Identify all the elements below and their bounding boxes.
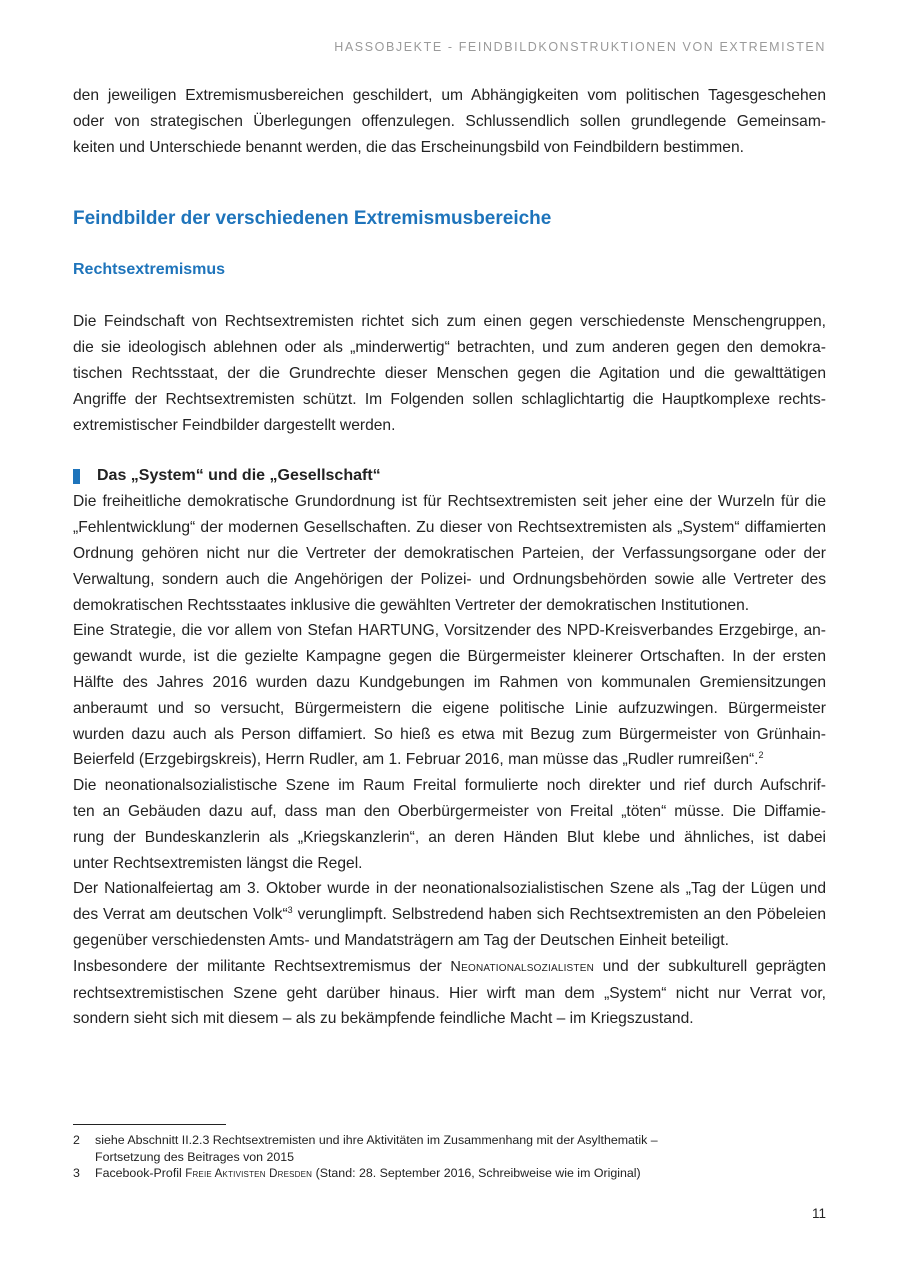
- text-line: sondern sieht sich mit diesem – als zu bekämpfende feindliche Macht – im Kriegszustand.: [73, 1010, 694, 1028]
- text-line: Hälfte des Jahres 2016 wurden dazu Kundgebungen im Rahmen von kommunalen Gremiensitzungen: [73, 673, 826, 691]
- system-paragraph-5: [73, 954, 826, 1032]
- section-heading: Feindbilder der verschiedenen Extremismusbereiche: [73, 208, 552, 230]
- text-fragment: und der subkulturell geprägten: [594, 957, 826, 975]
- text-line: demokratischen Rechtsstaates inklusive die gewählten Vertreter der demokratischen Institutionen.: [73, 596, 750, 614]
- text-line: gegenüber verschiedensten Amts- und Mandatsträgern am Tag der Deutschen Einheit beteiligt.: [73, 931, 729, 949]
- system-paragraph-1: [73, 489, 826, 618]
- text-line: wurden dazu auch als Person diffamiert. So hieß es etwa mit Bezug zum Bürgermeister von Grünhain-: [73, 725, 826, 743]
- text-fragment: Insbesondere der militante Rechtsextremismus der: [73, 957, 451, 975]
- text-line: Verwaltung, sondern auch die Angehörigen der Polizei- und Ordnungsbehörden sowie alle Vertreter des: [73, 570, 826, 588]
- text-line: [73, 902, 826, 928]
- text-line: Die freiheitliche demokratische Grundordnung ist für Rechtsextremisten seit jeher eine der Wurzeln für die: [73, 493, 826, 511]
- text-fragment: verunglimpft. Selbstredend haben sich Rechtsextremisten an den Pöbeleien: [292, 906, 826, 924]
- text-line: rechtsextremistischen Szene geht darüber hinaus. Hier wirft man dem „System“ nicht nur Verrat vor,: [73, 984, 826, 1002]
- smallcaps-term: Neonationalsozialisten: [450, 958, 595, 975]
- text-line: Eine Strategie, die vor allem von Stefan HARTUNG, Vorsitzender des NPD-Kreisverbandes Erzgebirge, an-: [73, 622, 826, 640]
- text-line: [73, 954, 826, 981]
- text-line: keiten und Unterschiede benannt werden, die das Erscheinungsbild von Feindbildern bestimmen.: [73, 138, 744, 156]
- footnote-2: [73, 1132, 773, 1165]
- footnote-number: 2: [73, 1133, 80, 1147]
- text-line: [73, 747, 826, 773]
- text-line: rung der Bundeskanzlerin als „Kriegskanzlerin“, an deren Händen Blut klebe und ähnliches, ist dabei: [73, 828, 826, 846]
- footnote-number: 3: [73, 1166, 80, 1180]
- text-line: unter Rechtsextremisten längst die Regel.: [73, 854, 363, 872]
- text-line: extremistischer Feindbilder dargestellt werden.: [73, 416, 396, 434]
- footnote-text: [95, 1132, 773, 1165]
- smallcaps-term: Freie Aktivisten Dresden: [185, 1168, 313, 1180]
- system-paragraph-2: [73, 618, 826, 773]
- text-line: tischen Rechtsstaat, der die Grundrechte dieser Menschen gegen die Agitation und die gewalttätigen: [73, 364, 826, 382]
- text-line: ten an Gebäuden dazu auf, dass man den Oberbürgermeister von Freital „töten“ müsse. Die Diffamie-: [73, 802, 826, 820]
- footnote-text: [95, 1165, 773, 1183]
- footnote-line: siehe Abschnitt II.2.3 Rechtsextremisten und ihre Aktivitäten im Zusammenhang mit der Asylthematik –: [95, 1133, 658, 1147]
- text-fragment: (Stand: 28. September 2016, Schreibweise wie im Original): [312, 1166, 641, 1180]
- main-content: [73, 83, 826, 1032]
- footnote-line: Fortsetzung des Beitrages von 2015: [95, 1149, 295, 1164]
- text-line: „Fehlentwicklung“ der modernen Gesellschaften. Zu dieser von Rechtsextremisten als „System“ diffamierten: [73, 519, 826, 537]
- text-fragment: Beierfeld (Erzgebirgskreis), Herrn Rudler, am 1. Februar 2016, man müsse das „Rudler rumreißen“.: [73, 751, 759, 769]
- text-line: gewandt wurde, ist die gezielte Kampagne gegen die Bürgermeister kleinerer Ortschaften. In der ersten: [73, 648, 826, 666]
- system-paragraph-3: [73, 773, 826, 876]
- footnote-3: [73, 1165, 773, 1183]
- text-line: oder von strategischen Überlegungen offenzulegen. Schlussendlich sollen grundlegende Gemeinsam-: [73, 112, 826, 130]
- text-line: die sie ideologisch ablehnen oder als „minderwertig“ betrachten, und zum anderen gegen den demokra-: [73, 339, 826, 357]
- footnote-ref-3[interactable]: 3: [287, 904, 293, 915]
- bullet-heading: [73, 463, 826, 489]
- subsection-heading: Rechtsextremismus: [73, 261, 226, 279]
- text-line: Ordnung gehören nicht nur die Vertreter der demokratischen Parteien, der Verfassungsorgane oder der: [73, 544, 826, 562]
- system-paragraph-4: [73, 876, 826, 953]
- text-fragment: des Verrat am deutschen Volk“: [73, 906, 288, 924]
- footnote-ref-2[interactable]: 2: [758, 750, 764, 761]
- text-line: den jeweiligen Extremismusbereichen geschildert, um Abhängigkeiten vom politischen Tagesgeschehen: [73, 87, 826, 104]
- text-fragment: Facebook-Profil: [95, 1166, 186, 1180]
- rechtsextremismus-intro-paragraph: [73, 309, 826, 438]
- page-number: 11: [811, 1206, 826, 1221]
- text-line: Der Nationalfeiertag am 3. Oktober wurde in der neonationalsozialistischen Szene als „Tag der Lügen und: [73, 880, 826, 898]
- text-line: Die Feindschaft von Rechtsextremisten richtet sich zum einen gegen verschiedenste Menschengruppen,: [73, 313, 826, 331]
- text-line: anberaumt und so versucht, Bürgermeistern die eigene politische Linie aufzuzwingen. Bürgermeister: [73, 699, 826, 717]
- bullet-heading-text: Das „System“ und die „Gesellschaft“: [97, 467, 381, 485]
- text-line: Die neonationalsozialistische Szene im Raum Freital formulierte noch direkter und rief durch Aufschrif-: [73, 777, 826, 795]
- bullet-square-icon: [73, 469, 80, 484]
- footnote-divider: [73, 1124, 226, 1125]
- text-line: Angriffe der Rechtsextremisten schützt. Im Folgenden sollen schlaglichtartig die Hauptkomplexe rechts-: [73, 390, 826, 408]
- running-header: HASSOBJEKTE - FEINDBILDKONSTRUKTIONEN VON EXTREMISTEN: [334, 40, 826, 54]
- footnotes: [73, 1132, 773, 1183]
- intro-paragraph: [73, 83, 826, 160]
